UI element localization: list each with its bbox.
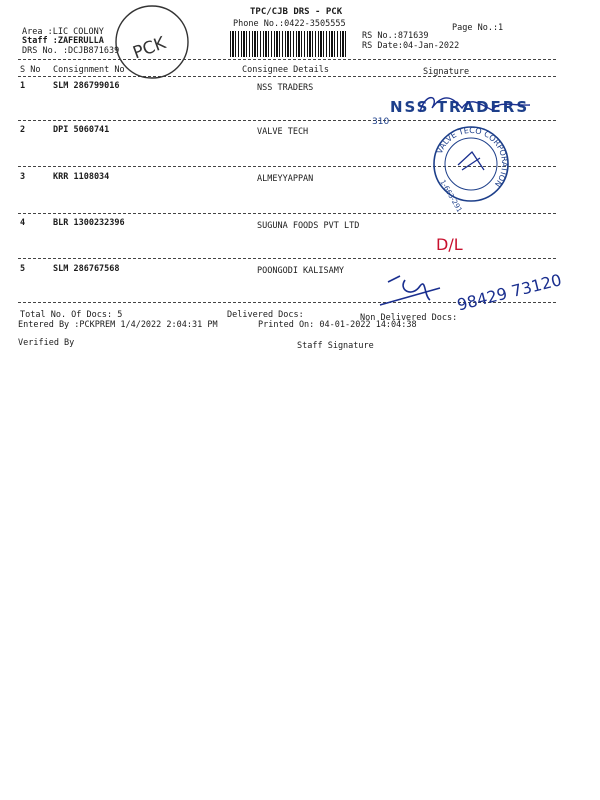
col-signature: Signature xyxy=(423,67,470,77)
row-sno: 3 xyxy=(20,172,26,182)
nss-stamp-text: NSS TRADERS xyxy=(390,98,530,116)
row-sno: 5 xyxy=(20,264,26,274)
valve-signature xyxy=(458,152,484,170)
row-consignee: VALVE TECH xyxy=(257,127,309,137)
nss-traders-stamp xyxy=(372,98,530,127)
dl-mark: D/L xyxy=(436,235,463,254)
non-delivered-docs: Non Delivered Docs: xyxy=(360,313,458,323)
row-consignment: BLR 1300232396 xyxy=(53,218,125,228)
printed-on: Printed On: 04-01-2022 14:04:38 xyxy=(258,320,417,330)
row-consignment: DPI 5060741 xyxy=(53,125,110,135)
valve-tech-stamp xyxy=(434,126,509,214)
pck-stamp xyxy=(116,6,188,78)
row-sno: 1 xyxy=(20,81,26,91)
valve-stamp-num: 1-663-291 xyxy=(438,178,464,214)
col-sno: S No xyxy=(20,65,41,75)
rs-number: RS No.:871639 xyxy=(362,31,429,41)
row-consignee: SUGUNA FOODS PVT LTD xyxy=(257,221,360,231)
drs-number: DRS No. :DCJB871639 xyxy=(22,46,120,56)
handwritten-signature xyxy=(380,276,440,305)
staff-field: Staff :ZAFERULLA xyxy=(22,36,104,46)
document-title: TPC/CJB DRS - PCK xyxy=(250,7,343,17)
col-consignee: Consignee Details xyxy=(242,65,329,75)
nss-stamp-sub: 310 xyxy=(372,117,390,127)
area-field: Area :LIC COLONY xyxy=(22,27,104,37)
entered-by: Entered By :PCKPREM 1/4/2022 2:04:31 PM xyxy=(18,320,218,330)
row-consignee: POONGODI KALISAMY xyxy=(257,266,344,276)
row-sno: 4 xyxy=(20,218,26,228)
col-consignment: Consignment No xyxy=(53,65,125,75)
valve-stamp-ring: VALVE TECO CORPORATION xyxy=(434,125,510,189)
verified-by: Verified By xyxy=(18,338,75,348)
total-docs: Total No. Of Docs: 5 xyxy=(20,310,123,320)
pck-stamp-text: PCK xyxy=(130,33,169,64)
phone-number: Phone No.:0422-3505555 xyxy=(233,19,346,29)
row-consignment: KRR 1108034 xyxy=(53,172,110,182)
row-consignment: SLM 286767568 xyxy=(53,264,120,274)
row-consignee: ALMEYYAPPAN xyxy=(257,174,314,184)
handwritten-phone: 98429 73120 xyxy=(455,270,564,315)
row-consignment: SLM 286799016 xyxy=(53,81,120,91)
page-number: Page No.:1 xyxy=(452,23,504,33)
rs-date: RS Date:04-Jan-2022 xyxy=(362,41,460,51)
row-sno: 2 xyxy=(20,125,26,135)
staff-signature-label: Staff Signature xyxy=(297,341,374,351)
delivered-docs: Delivered Docs: xyxy=(227,310,304,320)
row-consignee: NSS TRADERS xyxy=(257,83,314,93)
